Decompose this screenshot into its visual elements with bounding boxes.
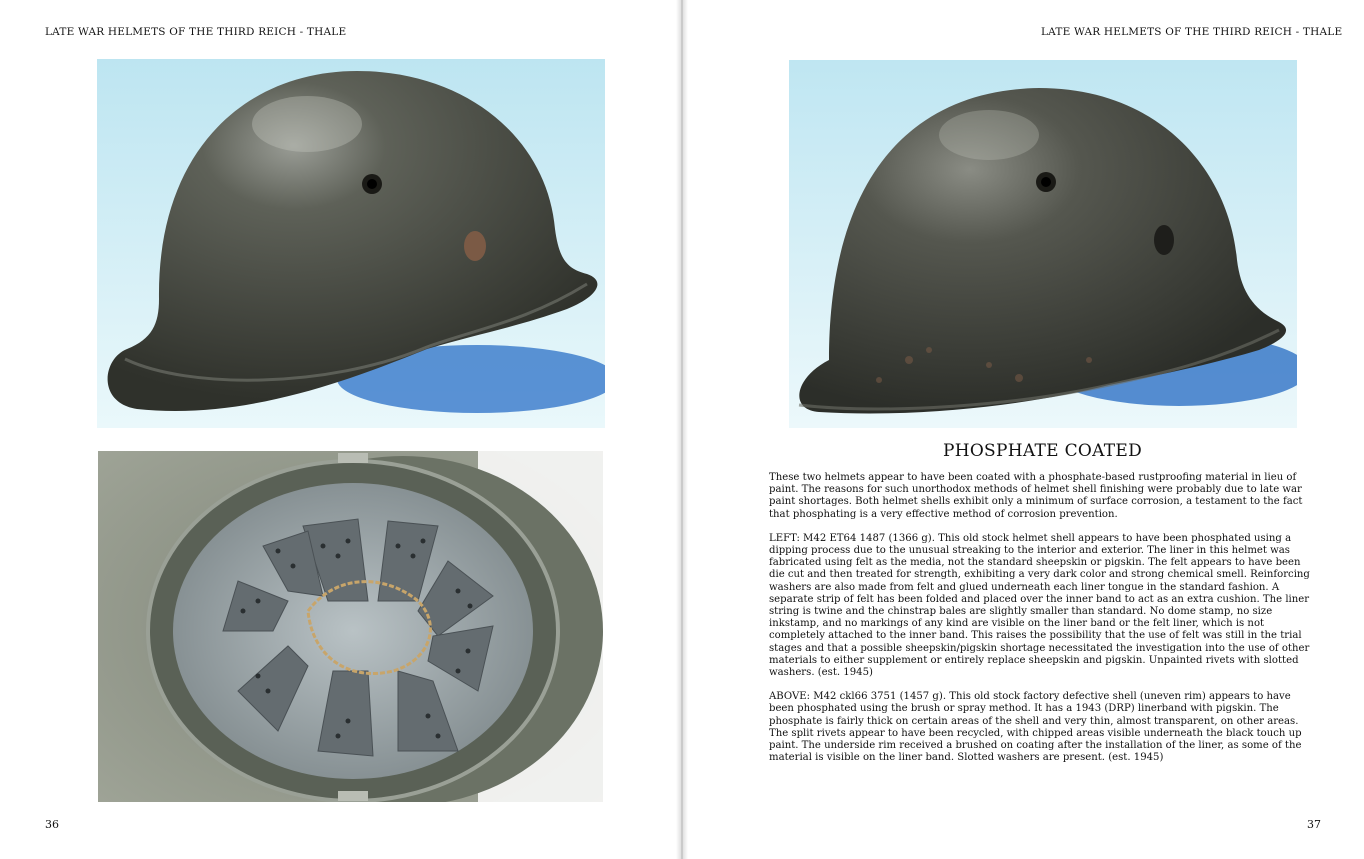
left-running-header: LATE WAR HELMETS OF THE THIRD REICH - THALE <box>45 26 347 38</box>
section-title: PHOSPHATE COATED <box>942 441 1143 461</box>
right-helmet-side-photo <box>789 60 1297 428</box>
left-page-number: 36 <box>45 818 59 831</box>
above-helmet-description: ABOVE: M42 ckl66 3751 (1457 g). This old stock factory defective shell (uneven rim) appears to have been phosphated using the brush or spray method. It has a 1943 (DRP) linerband with pigskin. The phosphate is fairly thick on certain areas of the shell and very thin, almost transparent, on other areas. The split rivets appear to have been recycled, with chipped areas visible underneath the black touch up paint. The underside rim received a brushed on coating after the installation of the liner, as some of the material is visible on the liner band. Slotted washers are present. (est. 1945) <box>769 691 1302 764</box>
left-helmet-side-photo <box>97 59 605 428</box>
left-helmet-description: LEFT: M42 ET64 1487 (1366 g). This old stock helmet shell appears to have been phosphated using a dipping process due to the unusual streaking to the interior and exterior. The liner in this helmet was fabricated using felt as the media, not the standard sheepskin or pigskin. The felt appears to have been die cut and then treated for strength, exhibiting a very dark color and strong chemical smell. Reinforcing washers are also made from felt and glued underneath each liner tongue in the standard fashion. A separate strip of felt has been folded and placed over the inner band to act as an extra cushion. The liner string is twine and the chinstrap bales are slightly smaller than standard. No dome stamp, no size inkstamp, and no markings of any kind are visible on the liner band or the felt liner, which is not completely attached to the inner band. This raises the possibility that the use of felt was still in the trial stages and that a possible sheepskin/pigskin shortage necessitated the investigation into the use of other materials to either supplement or entirely replace sheepskin and pigskin. Unpainted rivets with slotted washers. (est. 1945) <box>769 532 1310 679</box>
right-running-header: LATE WAR HELMETS OF THE THIRD REICH - THALE <box>1041 26 1343 38</box>
article-body <box>769 472 1317 776</box>
intro-paragraph: These two helmets appear to have been coated with a phosphate-based rustproofing material in lieu of paint. The reasons for such unorthodox methods of helmet shell finishing were probably due to late war paint shortages. Both helmet shells exhibit only a minimum of surface corrosion, a testament to the fact that phosphating is a very effective method of corrosion prevention. <box>769 472 1303 520</box>
left-helmet-interior-photo <box>98 451 603 802</box>
right-page-number: 37 <box>1307 818 1321 831</box>
book-gutter <box>676 0 688 859</box>
